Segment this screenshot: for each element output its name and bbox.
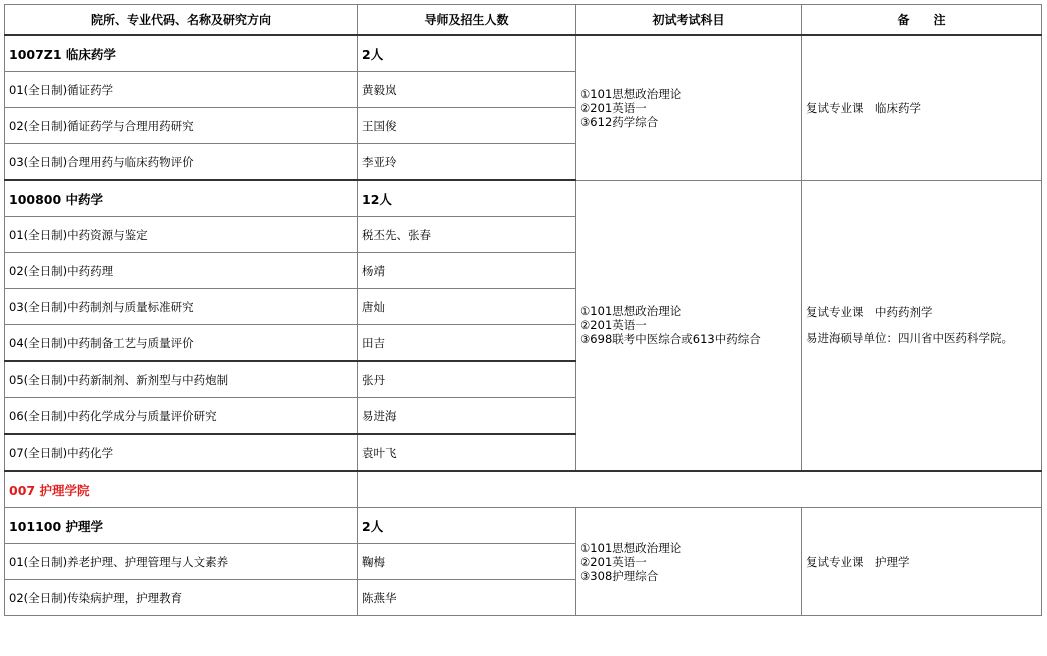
advisor-name: 陈燕华 bbox=[358, 580, 576, 616]
exam-subjects bbox=[576, 35, 802, 180]
exam-line: ②201英语一 bbox=[580, 318, 647, 333]
exam-subjects bbox=[576, 180, 802, 471]
major-name: 1007Z1 临床药学 bbox=[5, 35, 358, 72]
advisor-name: 王国俊 bbox=[358, 108, 576, 144]
notes-cell bbox=[802, 180, 1042, 471]
direction-name: 04(全日制)中药制备工艺与质量评价 bbox=[5, 325, 358, 362]
school-row bbox=[5, 471, 1042, 508]
exam-line: ①101思想政治理论 bbox=[580, 540, 682, 555]
table-header-row bbox=[5, 5, 1042, 36]
advisor-name: 鞠梅 bbox=[358, 544, 576, 580]
exam-line: ③698联考中医综合或613中药综合 bbox=[580, 332, 761, 347]
direction-name: 01(全日制)中药资源与鉴定 bbox=[5, 217, 358, 253]
note-line: 复试专业课 中药药剂学 bbox=[806, 305, 933, 320]
direction-name: 07(全日制)中药化学 bbox=[5, 434, 358, 471]
major-count: 2人 bbox=[358, 508, 576, 544]
note-line: 复试专业课 护理学 bbox=[806, 554, 910, 569]
advisor-name: 税丕先、张春 bbox=[358, 217, 576, 253]
note-line: 易进海硕导单位：四川省中医药科学院。 bbox=[806, 331, 1013, 346]
major-name: 100800 中药学 bbox=[5, 180, 358, 217]
advisor-name: 田吉 bbox=[358, 325, 576, 362]
exam-subjects bbox=[576, 508, 802, 616]
direction-name: 01(全日制)循证药学 bbox=[5, 72, 358, 108]
direction-name: 03(全日制)中药制剂与质量标准研究 bbox=[5, 289, 358, 325]
direction-name: 01(全日制)养老护理、护理管理与人文素养 bbox=[5, 544, 358, 580]
header-advisor: 导师及招生人数 bbox=[358, 5, 576, 36]
notes-cell bbox=[802, 35, 1042, 180]
advisor-name: 易进海 bbox=[358, 398, 576, 435]
advisor-name: 杨靖 bbox=[358, 253, 576, 289]
exam-line: ①101思想政治理论 bbox=[580, 304, 682, 319]
major-row bbox=[5, 180, 1042, 217]
exam-line: ③308护理综合 bbox=[580, 568, 659, 583]
header-notes: 备 注 bbox=[802, 5, 1042, 36]
exam-line: ③612药学综合 bbox=[580, 114, 659, 129]
header-exam: 初试考试科目 bbox=[576, 5, 802, 36]
direction-name: 02(全日制)传染病护理，护理教育 bbox=[5, 580, 358, 616]
direction-name: 02(全日制)中药药理 bbox=[5, 253, 358, 289]
major-count: 12人 bbox=[358, 180, 576, 217]
major-row bbox=[5, 35, 1042, 72]
major-count: 2人 bbox=[358, 35, 576, 72]
major-row bbox=[5, 508, 1042, 544]
direction-name: 06(全日制)中药化学成分与质量评价研究 bbox=[5, 398, 358, 435]
advisor-name: 袁叶飞 bbox=[358, 434, 576, 471]
direction-name: 02(全日制)循证药学与合理用药研究 bbox=[5, 108, 358, 144]
notes-cell bbox=[802, 508, 1042, 616]
school-blank bbox=[358, 471, 1042, 508]
enrollment-table bbox=[4, 4, 1042, 616]
note-line: 复试专业课 临床药学 bbox=[806, 100, 921, 115]
header-direction: 院所、专业代码、名称及研究方向 bbox=[5, 5, 358, 36]
exam-line: ①101思想政治理论 bbox=[580, 86, 682, 101]
school-name: 007 护理学院 bbox=[5, 471, 358, 508]
advisor-name: 李亚玲 bbox=[358, 144, 576, 181]
direction-name: 05(全日制)中药新制剂、新剂型与中药炮制 bbox=[5, 361, 358, 398]
major-name: 101100 护理学 bbox=[5, 508, 358, 544]
advisor-name: 唐灿 bbox=[358, 289, 576, 325]
advisor-name: 黄毅岚 bbox=[358, 72, 576, 108]
exam-line: ②201英语一 bbox=[580, 554, 647, 569]
direction-name: 03(全日制)合理用药与临床药物评价 bbox=[5, 144, 358, 181]
advisor-name: 张丹 bbox=[358, 361, 576, 398]
exam-line: ②201英语一 bbox=[580, 100, 647, 115]
